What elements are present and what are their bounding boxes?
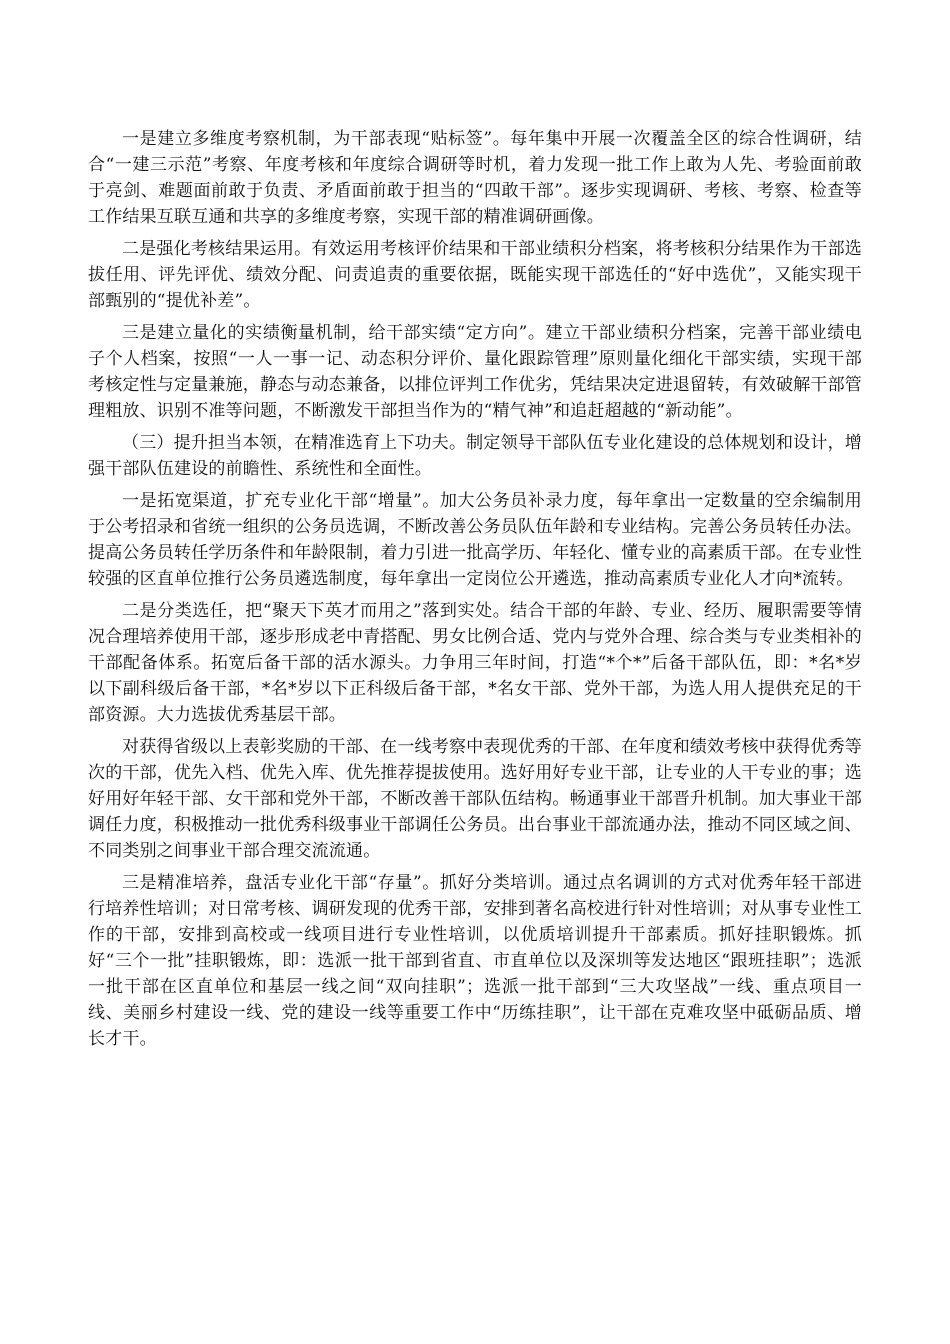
paragraph-8: 三是精准培养，盘活专业化干部“存量”。抓好分类培训。通过点名调训的方式对优秀年轻干部进行培养性培训；对日常考核、调研发现的优秀干部，安排到著名高校进行针对性培训；对从事专业性工作的干部，安排到高校或一线项目进行专业性培训，以优质培训提升干部素质。抓好挂职锻炼。抓好“三个一批”挂职锻炼，即：选派一批干部到省直、市直单位以及深圳等发达地区“跟班挂职”；选派一批干部在区直单位和基层一线之间“双向挂职”；选派一批干部到“三大攻坚战”一线、重点项目一线、美丽乡村建设一线、党的建设一线等重要工作中“历练挂职”，让干部在克难攻坚中砥砺品质、增长才干。 [88, 873, 862, 1049]
paragraph-7: 对获得省级以上表彰奖励的干部、在一线考察中表现优秀的干部、在年度和绩效考核中获得优秀等次的干部，优先入档、优先入库、优先推荐提拔使用。选好用好专业干部，让专业的人干专业的事；选好用好年轻干部、女干部和党外干部，不断改善干部队伍结构。畅通事业干部晋升机制。加大事业干部调任力度，积极推动一批优秀科级事业干部调任公务员。出台事业干部流通办法，推动不同区域之间、不同类别之间事业干部合理交流流通。 [88, 737, 862, 861]
paragraph-3: 三是建立量化的实绩衡量机制，给干部实绩“定方向”。建立干部业绩积分档案，完善干部业绩电子个人档案，按照“一人一事一记、动态积分评价、量化跟踪管理”原则量化细化干部实绩，实现干部考核定性与定量兼施，静态与动态兼备，以排位评判工作优劣，凭结果决定进退留转，有效破解干部管理粗放、识别不准等问题，不断激发干部担当作为的“精气神”和追赶超越的“新动能”。 [88, 323, 862, 421]
paragraph-5: 一是拓宽渠道，扩充专业化干部“增量”。加大公务员补录力度，每年拿出一定数量的空余编制用于公考招录和省统一组织的公务员选调，不断改善公务员队伍年龄和专业结构。完善公务员转任办法。提高公务员转任学历条件和年龄限制，着力引进一批高学历、年轻化、懂专业的高素质干部。在专业性较强的区直单位推行公务员遴选制度，每年拿出一定岗位公开遴选，推动高素质专业化人才向*流转。 [88, 491, 862, 589]
paragraph-6: 二是分类选任，把“聚天下英才而用之”落到实处。结合干部的年龄、专业、经历、履职需要等情况合理培养使用干部，逐步形成老中青搭配、男女比例合适、党内与党外合理、综合类与专业类相补的干部配备体系。拓宽后备干部的活水源头。力争用三年时间，打造“*个*”后备干部队伍，即：*名*岁以下副科级后备干部，*名*岁以下正科级后备干部，*名女干部、党外干部，为选人用人提供充足的干部资源。大力选拔优秀基层干部。 [88, 601, 862, 725]
paragraph-2: 二是强化考核结果运用。有效运用考核评价结果和干部业绩积分档案，将考核积分结果作为干部选拔任用、评先评优、绩效分配、问责追责的重要依据，既能实现干部选任的“好中选优”，又能实现干部甄别的“提优补差”。 [88, 239, 862, 311]
document-body [88, 126, 862, 1058]
paragraph-4-section-heading: （三）提升担当本领，在精准选育上下功夫。制定领导干部队伍专业化建设的总体规划和设计，增强干部队伍建设的前瞻性、系统性和全面性。 [88, 433, 862, 479]
paragraph-1: 一是建立多维度考察机制，为干部表现“贴标签”。每年集中开展一次覆盖全区的综合性调研，结合“一建三示范”考察、年度考核和年度综合调研等时机，着力发现一批工作上敢为人先、考验面前敢于亮剑、难题面前敢于负责、矛盾面前敢于担当的“四敢干部”。逐步实现调研、考核、考察、检查等工作结果互联互通和共享的多维度考察，实现干部的精准调研画像。 [88, 129, 862, 227]
